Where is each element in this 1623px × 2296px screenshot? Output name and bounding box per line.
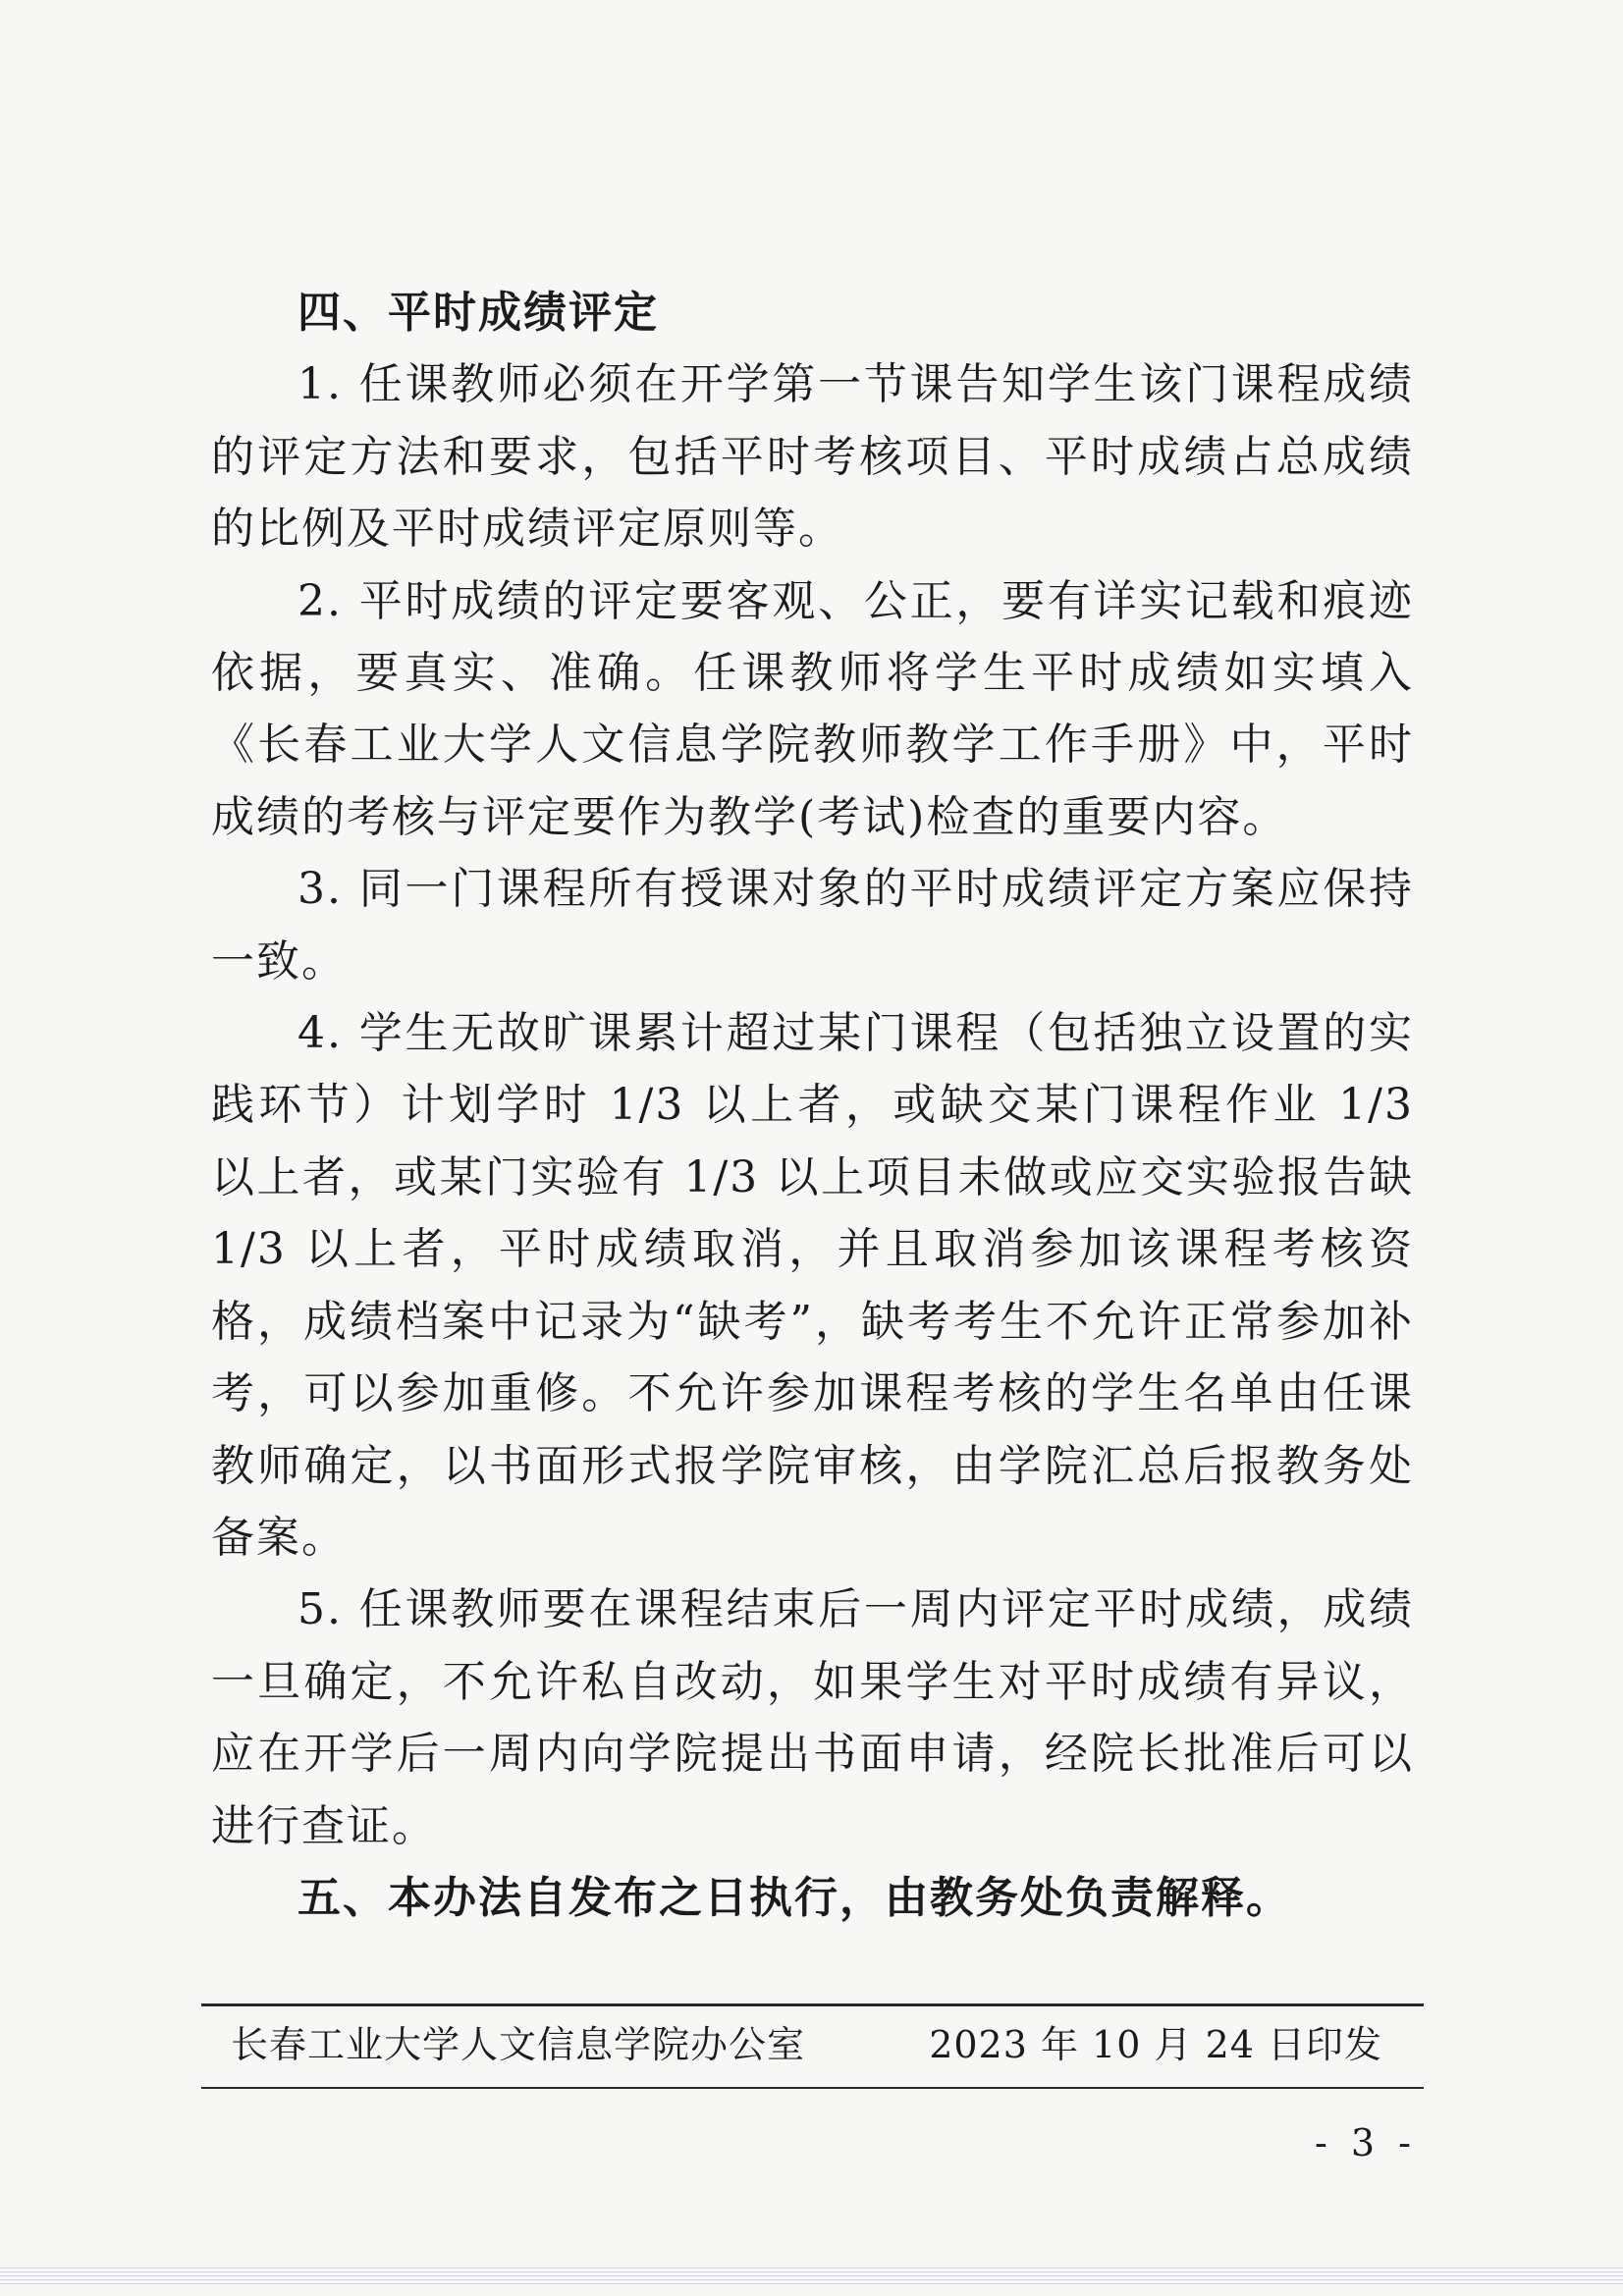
section-heading-five: 五、本办法自发布之日执行，由教务处负责解释。	[298, 1872, 1291, 1923]
paragraph-3: 3. 同一门课程所有授课对象的平时成绩评定方案应保持一致。	[211, 864, 1414, 987]
paragraph-2: 2. 平时成绩的评定要客观、公正，要有详实记载和痕迹依据，要真实、准确。任课教师将学生平时成绩如实填入《长春工业大学人文信息学院教师教学工作手册》中，平时成绩的考核与评定要作为教学(考试)检查的重要内容。	[211, 575, 1414, 842]
page-number: - 3 -	[1314, 2121, 1417, 2164]
paragraph-1: 1. 任课教师必须在开学第一节课告知学生该门课程成绩的评定方法和要求，包括平时考核项目、平时成绩占总成绩的比例及平时成绩评定原则等。	[211, 359, 1414, 555]
footer-bottom-rule	[201, 2087, 1424, 2089]
paragraph-5: 5. 任课教师要在课程结束后一周内评定平时成绩，成绩一旦确定，不允许私自改动，如果学生对平时成绩有异议，应在开学后一周内向学院提出书面申请，经院长批准后可以进行查证。	[211, 1584, 1414, 1851]
scan-edge-lines	[0, 2268, 1623, 2285]
section-heading-four: 四、平时成绩评定	[298, 288, 659, 338]
document-body	[211, 277, 1414, 1934]
footer-office-name: 长春工业大学人文信息学院办公室	[231, 2023, 806, 2066]
paragraph-4: 4. 学生无故旷课累计超过某门课程（包括独立设置的实践环节）计划学时 1/3 以上者，或缺交某门课程作业 1/3 以上者，或某门实验有 1/3 以上项目未做或应交实验报告缺 1/3 以上者，平时成绩取消，并且取消参加该课程考核资格，成绩档案中记录为“缺考”，缺考考生不允许正常参加补考，可以参加重修。不允许参加课程考核的学生名单由任课教师确定，以书面形式报学院审核，由学院汇总后报教务处备案。	[211, 1008, 1414, 1563]
footer-print-date: 2023 年 10 月 24 日印发	[929, 2023, 1382, 2066]
footer-top-rule	[201, 2003, 1424, 2006]
